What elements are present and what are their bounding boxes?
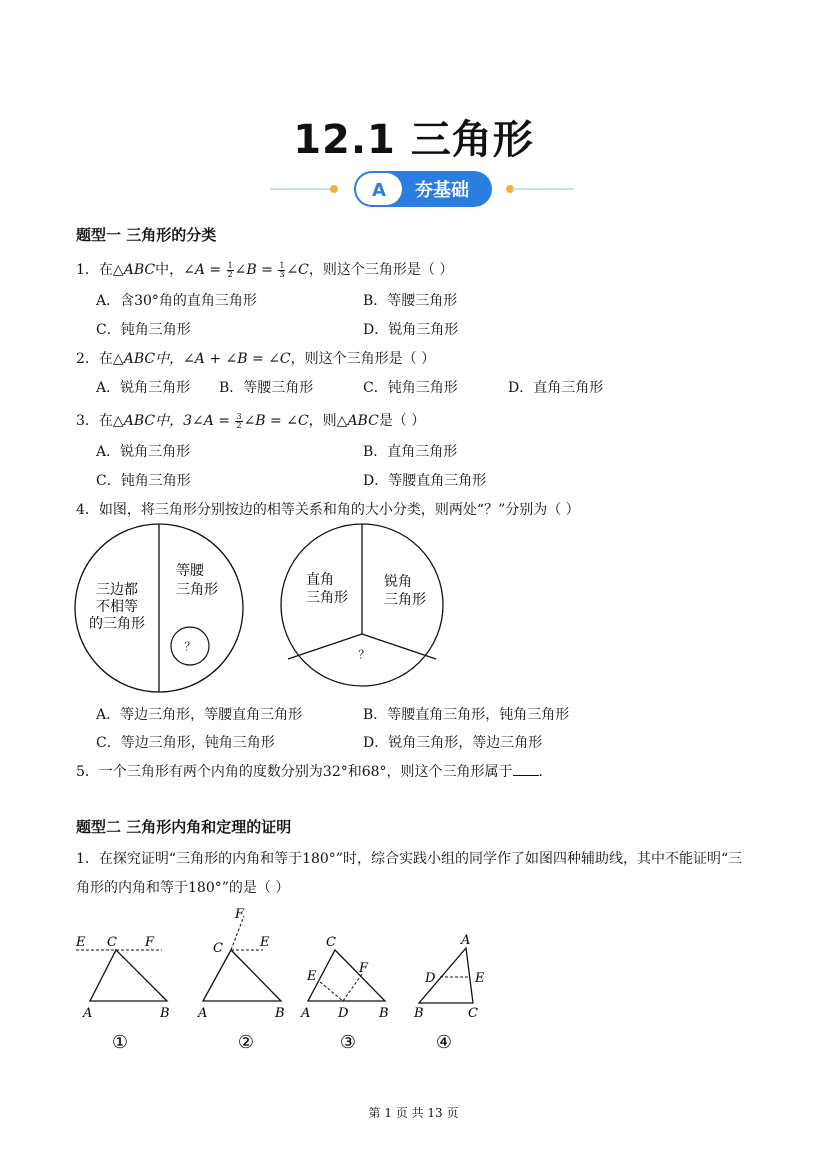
q1-angle-c: ∠C — [286, 262, 309, 278]
fig2-label-f: F — [235, 907, 245, 922]
figure2-left-line1: 直角 — [306, 572, 334, 588]
figure-3 — [300, 935, 389, 1053]
q1-fraction-1: $\frac{1}{2}$ — [227, 260, 233, 279]
figure2-divider-right — [362, 634, 436, 659]
figure1-left-line2: 不相等 — [96, 599, 138, 615]
q2-abc: ABC — [123, 351, 156, 367]
section1-heading: 题型一 三角形的分类 — [76, 226, 217, 244]
figure2-question-mark: ？ — [358, 648, 370, 661]
fig2-label-e: E — [260, 935, 270, 950]
question-2-1-line2: 角形的内角和等于180°”的是（ ） — [76, 880, 290, 896]
q4-option-b[interactable]: B．等腰直角三角形，钝角三角形 — [363, 707, 570, 723]
fig1-label-b: B — [160, 1006, 170, 1021]
q3-fraction: $\frac{3}{2}$ — [236, 411, 242, 430]
section-banner — [262, 168, 582, 210]
fig3-caption: ③ — [339, 1032, 357, 1053]
q5-post: ． — [538, 764, 553, 780]
q3-rest: ∠B = ∠C — [243, 413, 309, 429]
figure-1 — [75, 935, 170, 1053]
question-1-4: 4．如图，将三角形分别按边的相等关系和角的大小分类，则两处“？”分别为（ ） — [76, 502, 580, 518]
figure2-right-line2: 三角形 — [384, 592, 426, 608]
fig4-label-a: A — [461, 933, 471, 948]
fig1-label-c: C — [107, 935, 117, 950]
q1-abc: ABC — [123, 262, 156, 278]
fig4-label-c: C — [468, 1006, 478, 1021]
q5-text: 5．一个三角形有两个内角的度数分别为32°和68°，则这个三角形属于 — [76, 764, 513, 780]
figure-2 — [197, 907, 285, 1053]
q3-option-b[interactable]: B．直角三角形 — [363, 444, 458, 460]
q2-option-a[interactable]: A．锐角三角形 — [96, 380, 191, 396]
fig1-label-a: A — [83, 1006, 93, 1021]
q2-mid: 中，∠A + ∠B = ∠C — [155, 351, 291, 367]
fig3-label-c: C — [326, 935, 336, 950]
fig4-label-e: E — [475, 971, 485, 986]
q5-answer-blank[interactable] — [513, 763, 539, 776]
fig1-triangle — [90, 950, 167, 1001]
q2-number: 2． — [76, 351, 99, 367]
q3-number: 3． — [76, 413, 99, 429]
q3-post2: 是（ ） — [378, 413, 426, 429]
fig2-label-c: C — [213, 941, 223, 956]
q4-option-d[interactable]: D．锐角三角形，等边三角形 — [363, 735, 543, 751]
page-footer: 第 1 页 共 13 页 — [368, 1106, 459, 1120]
q2-post: ，则这个三角形是（ ） — [290, 351, 436, 367]
fig4-caption: ④ — [435, 1032, 453, 1053]
figure1-left-line3: 的三角形 — [89, 616, 145, 632]
fig3-label-e: E — [307, 969, 317, 984]
fig4-label-d: D — [425, 971, 436, 986]
q4-option-a[interactable]: A．等边三角形，等腰直角三角形 — [96, 707, 303, 723]
q2-option-b[interactable]: B．等腰三角形 — [219, 380, 314, 396]
figure1-question-mark: ？ — [184, 640, 196, 653]
figure2-right-line1: 锐角 — [384, 574, 412, 590]
q2-option-c[interactable]: C．钝角三角形 — [363, 380, 458, 396]
question-1-5 — [76, 761, 553, 781]
fig3-dashed-line-de — [320, 982, 343, 1001]
figure2-left-line2: 三角形 — [306, 590, 348, 606]
question-1-3 — [76, 410, 425, 430]
classification-by-sides-figure — [70, 522, 250, 700]
q1-angle-a: A — [194, 262, 205, 278]
q3-abc: ABC — [123, 413, 156, 429]
fig3-label-a: A — [301, 1006, 311, 1021]
figure1-right-line1: 等腰 — [176, 563, 204, 579]
banner-letter: A — [372, 180, 386, 201]
question-2-1-line1: 1．在探究证明“三角形的内角和等于180°”时，综合实践小组的同学作了如图四种辅助线，其中不能证明“三 — [76, 851, 743, 867]
fig3-triangle — [308, 950, 385, 1001]
figure1-left-line1: 三边都 — [96, 582, 138, 598]
q1-eq2: = — [256, 262, 278, 278]
q1-eq: = — [204, 262, 226, 278]
fig3-label-d: D — [338, 1006, 349, 1021]
q3-post1: ，则△ — [308, 413, 348, 429]
q3-abc2: ABC — [347, 413, 379, 429]
q1-post: ，则这个三角形是（ ） — [308, 262, 454, 278]
fig2-label-b: B — [275, 1006, 285, 1021]
q1-fraction-2: $\frac{1}{3}$ — [279, 260, 285, 279]
fig2-label-a: A — [198, 1006, 208, 1021]
q1-option-c[interactable]: C．钝角三角形 — [96, 322, 191, 338]
q3-option-a[interactable]: A．锐角三角形 — [96, 444, 191, 460]
q3-mid: 中，3∠A = — [155, 413, 235, 429]
figure-4 — [413, 933, 485, 1053]
question-1-2 — [76, 348, 435, 368]
q1-option-a[interactable]: A．含30°角的直角三角形 — [96, 293, 257, 309]
q2-option-d[interactable]: D．直角三角形 — [508, 380, 604, 396]
banner-label: 夯基础 — [415, 180, 469, 201]
fig3-label-f: F — [359, 961, 369, 976]
fig1-caption: ① — [111, 1032, 129, 1053]
q2-pre: 在△ — [98, 351, 124, 367]
q3-option-d[interactable]: D．等腰直角三角形 — [363, 473, 487, 489]
page-title: 12.1 三角形 — [293, 117, 534, 163]
fig1-label-f: F — [145, 935, 155, 950]
figure2-divider-left — [288, 634, 362, 659]
question-1-1 — [76, 259, 453, 279]
q4-option-c[interactable]: C．等边三角形，钝角三角形 — [96, 735, 275, 751]
fig2-triangle — [203, 950, 281, 1001]
banner-left-dot — [330, 185, 338, 193]
q1-option-d[interactable]: D．锐角三角形 — [363, 322, 459, 338]
q1-mid: 中，∠ — [155, 262, 195, 278]
q1-option-b[interactable]: B．等腰三角形 — [363, 293, 458, 309]
fig3-label-b: B — [379, 1006, 389, 1021]
fig3-dashed-line-df — [343, 974, 362, 1001]
classification-by-angles-figure — [272, 522, 452, 688]
q3-pre: 在△ — [98, 413, 124, 429]
q1-angle-b: ∠B — [234, 262, 257, 278]
q1-number: 1． — [76, 262, 99, 278]
fig4-label-b: B — [414, 1006, 424, 1021]
figure1-right-line2: 三角形 — [176, 582, 218, 598]
section2-heading: 题型二 三角形内角和定理的证明 — [76, 818, 292, 836]
auxiliary-line-figures — [70, 902, 510, 1062]
q1-pre: 在△ — [98, 262, 124, 278]
fig1-label-e: E — [76, 935, 86, 950]
q3-option-c[interactable]: C．钝角三角形 — [96, 473, 191, 489]
fig2-caption: ② — [237, 1032, 255, 1053]
